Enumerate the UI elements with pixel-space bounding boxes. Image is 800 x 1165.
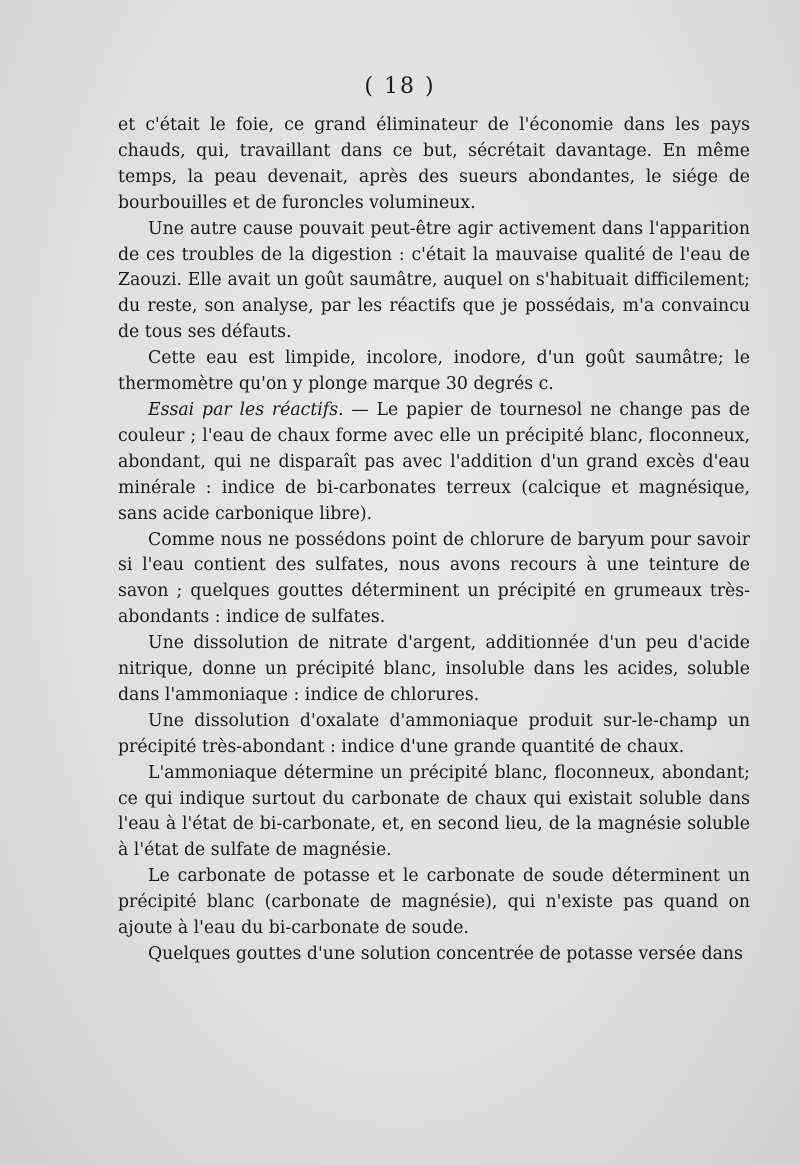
paragraph-8: L'ammoniaque détermine un précipité blanc, floconneux, abondant; ce qui indique surtout du carbonate de chaux qui existait soluble dans l'eau à l'état de bi-carbonate, et, en second lieu, de la magnésie soluble à l'état de sulfate de magnésie. <box>118 762 750 861</box>
paragraph-7: Une dissolution d'oxalate d'ammoniaque produit sur-le-champ un précipité très-abondant : indice d'une grande quantité de chaux. <box>118 710 750 757</box>
paragraph-5: Comme nous ne possédons point de chlorure de baryum pour savoir si l'eau contient des sulfates, nous avons recours à une teinture de savon ; quelques gouttes déterminent un précipité en grumeaux très-abondants : indice de sulfates. <box>118 529 750 628</box>
paragraph-9: Le carbonate de potasse et le carbonate de soude déterminent un précipité blanc (carbonate de magnésie), qui n'existe pas quand on ajoute à l'eau du bi-carbonate de soude. <box>118 866 750 939</box>
paragraph-1: et c'était le foie, ce grand éliminateur de l'économie dans les pays chauds, qui, travaillant dans ce but, sécrétait davantage. En même temps, la peau devenait, après des sueurs abondantes, le siége de bourbouilles et de furoncles volumineux. <box>118 115 750 213</box>
section-heading: Essai par les réactifs. <box>148 399 344 420</box>
body-text <box>118 113 750 968</box>
paragraph-3: Cette eau est limpide, incolore, inodore, d'un goût saumâtre; le thermomètre qu'on y plonge marque 30 degrés c. <box>118 348 750 395</box>
page-number: ( 18 ) <box>364 74 436 99</box>
paragraph-4-text: — Le papier de tournesol ne change pas de couleur ; l'eau de chaux forme avec elle un précipité blanc, floconneux, abondant, qui ne disparaît pas avec l'addition d'un grand excès d'eau minérale : indice de bi-carbonates terreux (calcique et magnésique, sans acide carbonique libre). <box>118 399 750 524</box>
paragraph-10: Quelques gouttes d'une solution concentrée de potasse versée dans <box>148 944 743 964</box>
paragraph-6: Une dissolution de nitrate d'argent, additionnée d'un peu d'acide nitrique, donne un précipité blanc, insoluble dans les acides, soluble dans l'ammoniaque : indice de chlorures. <box>118 633 750 705</box>
paragraph-2: Une autre cause pouvait peut-être agir activement dans l'apparition de ces troubles de la digestion : c'était la mauvaise qualité de l'eau de Zaouzi. Elle avait un goût saumâtre, auquel on s'habituait difficilement; du reste, son analyse, par les réactifs que je possédais, m'a convaincu de tous ses défauts. <box>118 218 750 343</box>
paragraph-4 <box>118 398 750 528</box>
